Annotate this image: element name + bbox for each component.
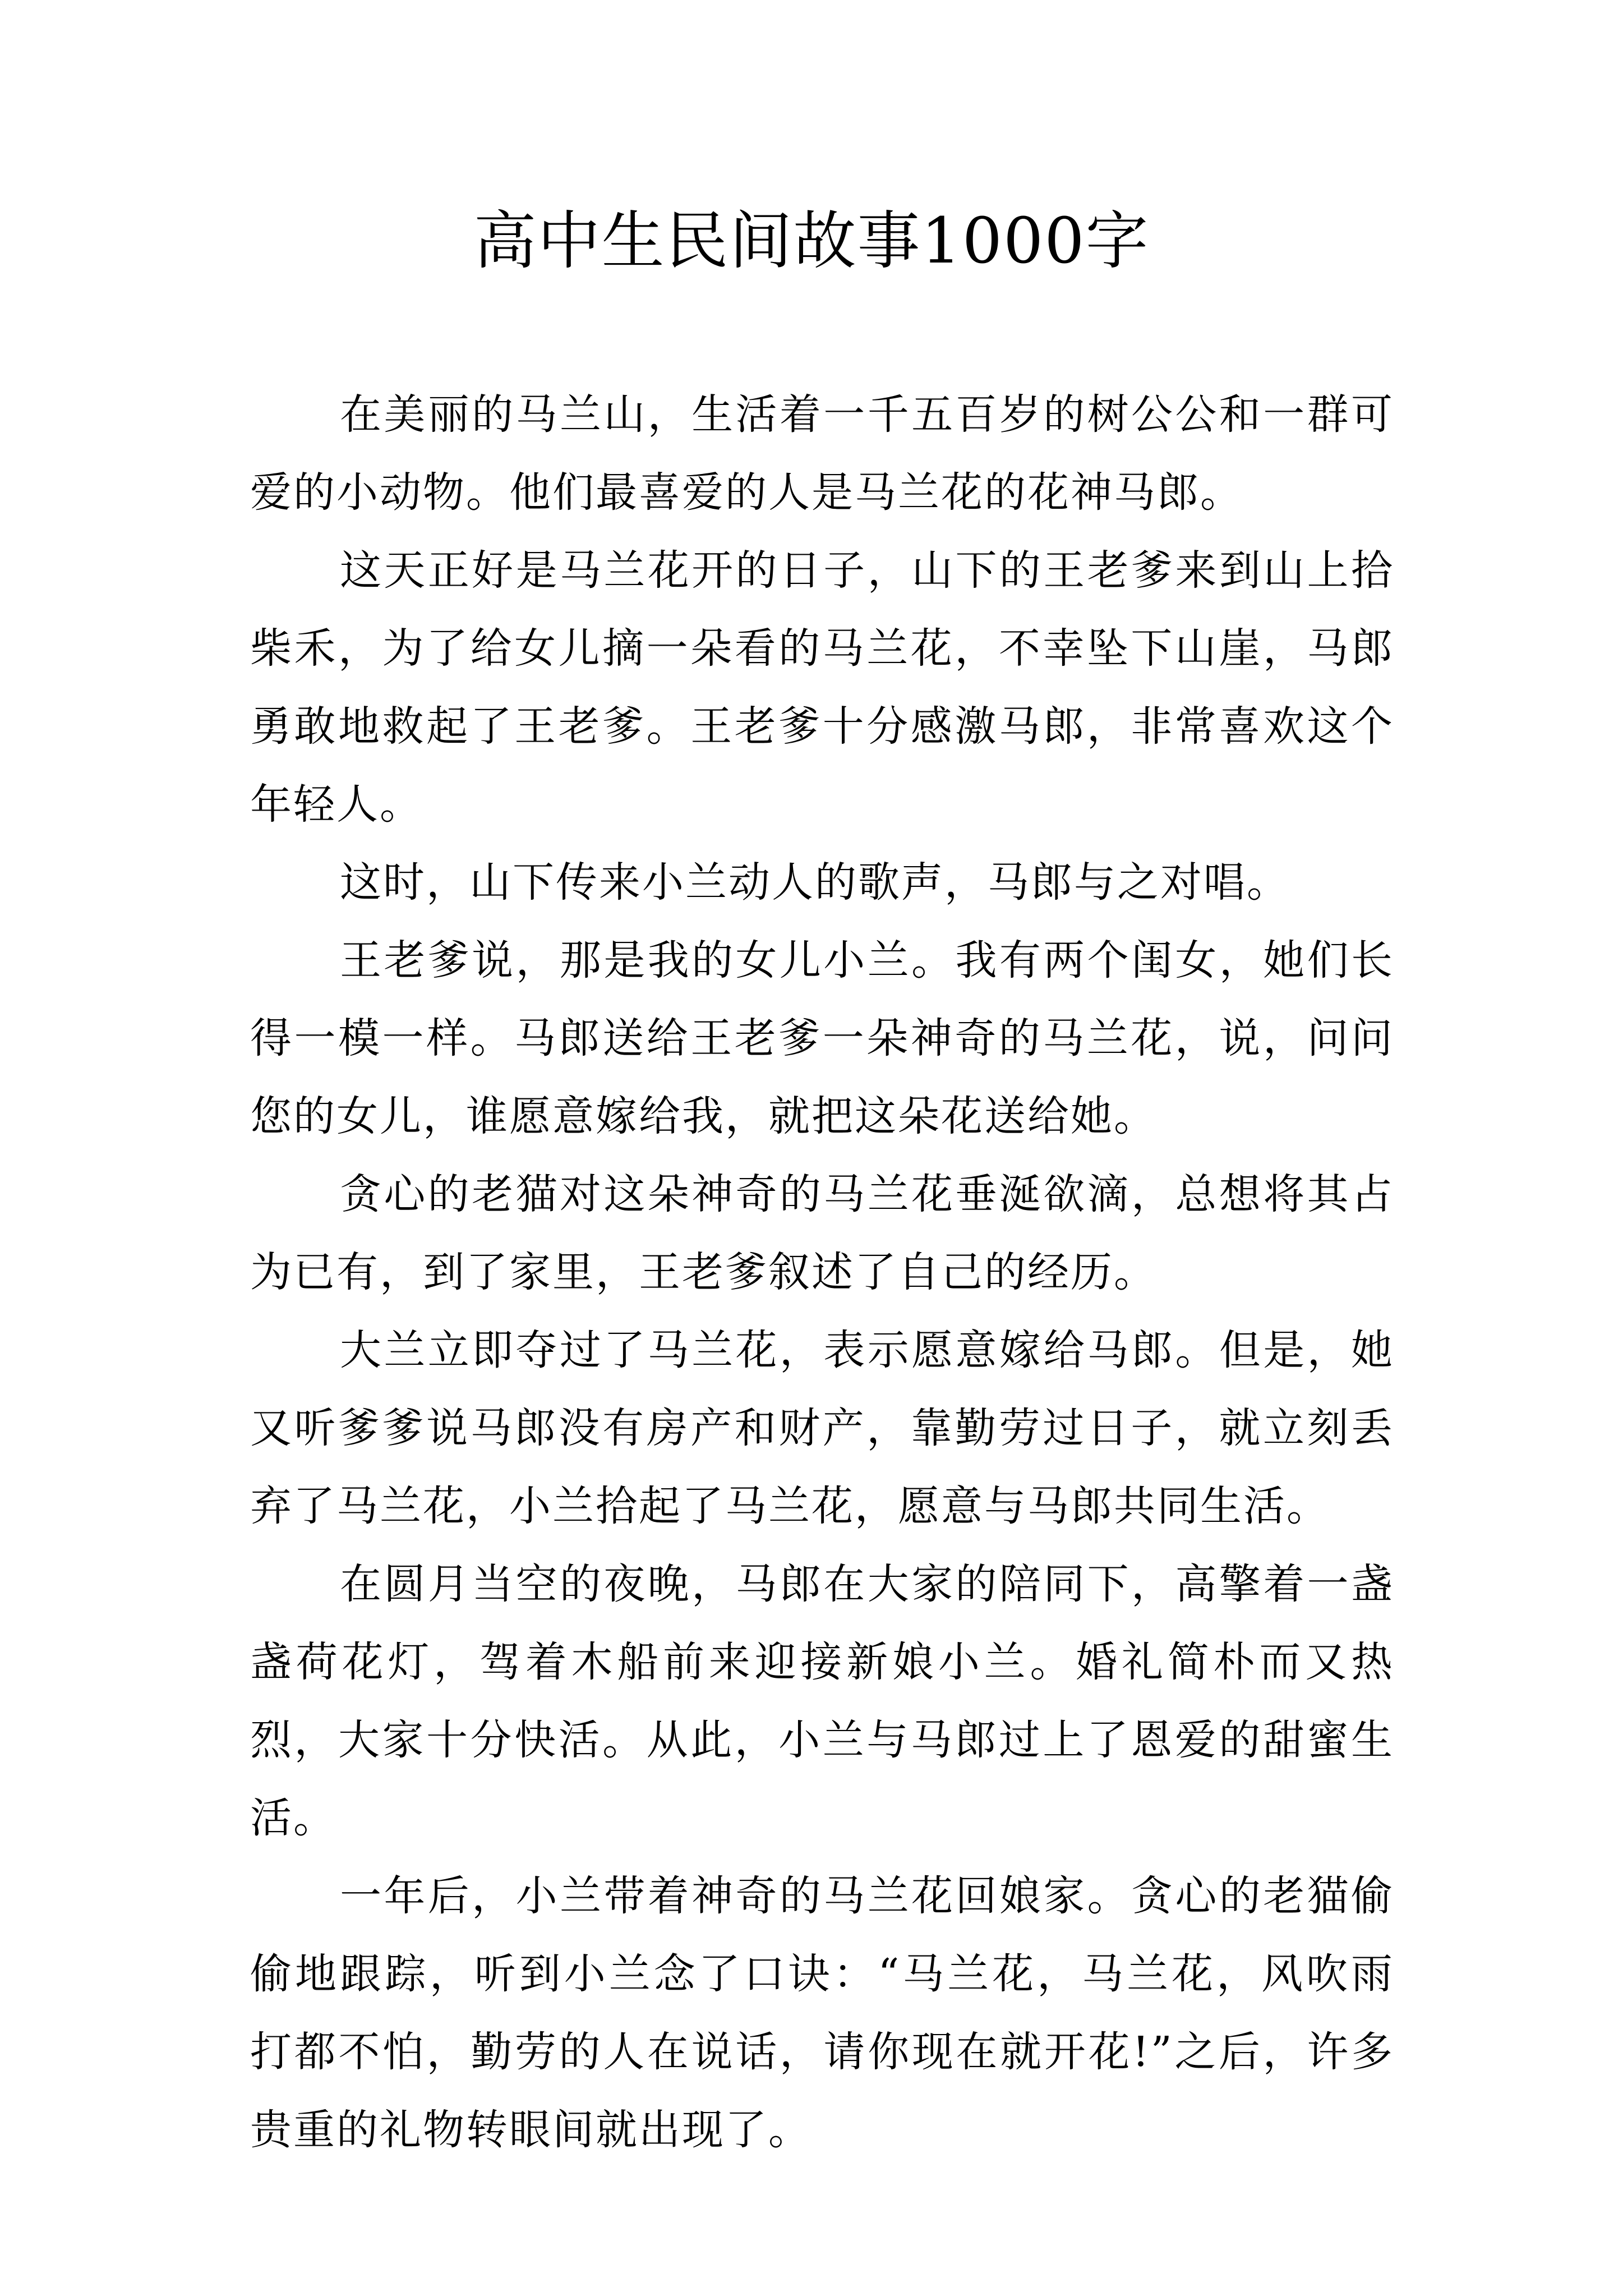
- document-body: [250, 376, 1394, 2169]
- paragraph: 一年后，小兰带着神奇的马兰花回娘家。贪心的老猫偷偷地跟踪，听到小兰念了口诀：“马兰花，马兰花，风吹雨打都不怕，勤劳的人在说话，请你现在就开花!”之后，许多贵重的礼物转眼间就出现了。: [250, 1872, 1394, 2154]
- document-title: 高中生民间故事1000字: [473, 205, 1150, 278]
- paragraph: 大兰立即夺过了马兰花，表示愿意嫁给马郎。但是，她又听爹爹说马郎没有房产和财产，靠勤劳过日子，就立刻丢弃了马兰花，小兰拾起了马兰花，愿意与马郎共同生活。: [250, 1326, 1394, 1530]
- paragraph: 这时，山下传来小兰动人的歌声，马郎与之对唱。: [340, 858, 1290, 907]
- paragraph: 在圆月当空的夜晚，马郎在大家的陪同下，高擎着一盏盏荷花灯，驾着木船前来迎接新娘小兰。婚礼简朴而又热烈，大家十分快活。从此，小兰与马郎过上了恩爱的甜蜜生活。: [250, 1560, 1394, 1842]
- paragraph: 在美丽的马兰山，生活着一千五百岁的树公公和一群可爱的小动物。他们最喜爱的人是马兰花的花神马郎。: [250, 390, 1394, 517]
- paragraph: 王老爹说，那是我的女儿小兰。我有两个闺女，她们长得一模一样。马郎送给王老爹一朵神奇的马兰花，说，问问您的女儿，谁愿意嫁给我，就把这朵花送给她。: [250, 936, 1394, 1140]
- paragraph: 这天正好是马兰花开的日子，山下的王老爹来到山上拾柴禾，为了给女儿摘一朵看的马兰花，不幸坠下山崖，马郎勇敢地救起了王老爹。王老爹十分感激马郎，非常喜欢这个年轻人。: [250, 546, 1394, 829]
- paragraph: 贪心的老猫对这朵神奇的马兰花垂涎欲滴，总想将其占为已有，到了家里，王老爹叙述了自己的经历。: [250, 1170, 1394, 1296]
